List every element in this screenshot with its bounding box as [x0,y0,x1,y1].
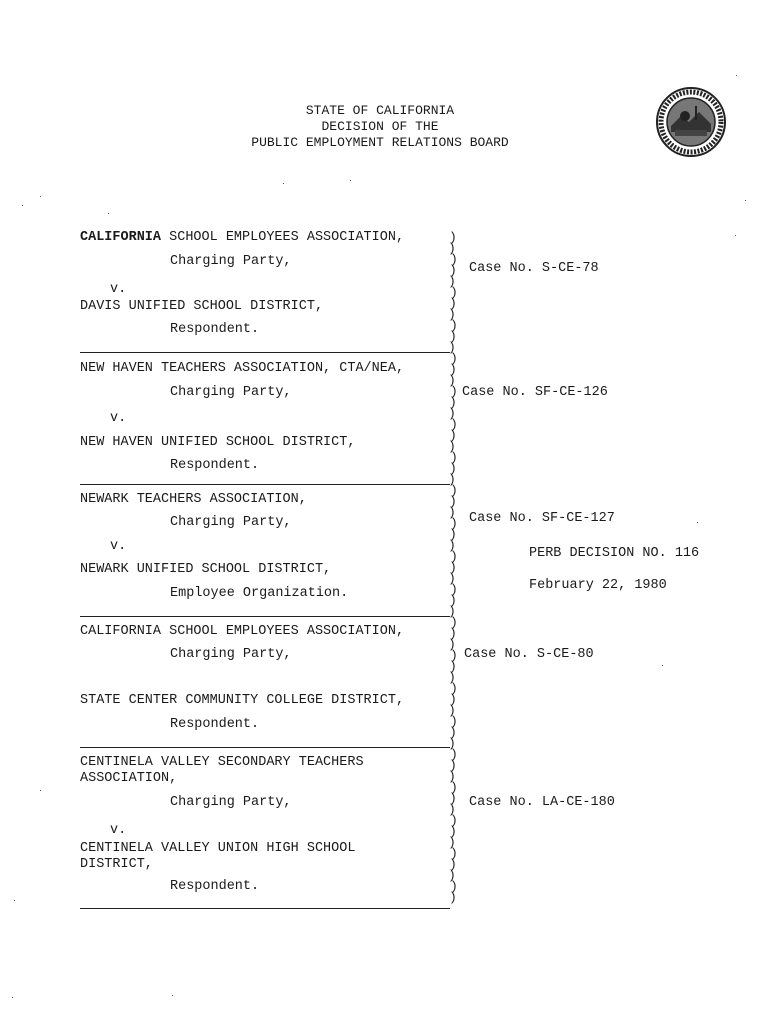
bracket-mark: ) [449,593,457,608]
bracket-mark: ) [449,791,457,806]
bracket-mark: ) [450,747,458,762]
bracket-mark: ) [449,692,457,707]
case3-case-number: Case No. SF-CE-127 [469,511,615,526]
scan-speck [283,183,284,184]
scan-speck [745,200,746,201]
scan-speck [40,790,41,791]
bracket-mark: ) [448,274,456,289]
case1-role2: Respondent. [170,322,260,337]
case1-divider [80,352,450,353]
bracket-mark: ) [450,879,458,894]
header-board: PUBLIC EMPLOYMENT RELATIONS BOARD [251,135,509,150]
bracket-mark: ) [449,461,457,476]
bracket-mark: ) [448,307,456,322]
bracket-mark: ) [450,252,458,267]
bracket-mark: ) [450,450,458,465]
bracket-mark: ) [448,340,456,355]
case2-role1: Charging Party, [170,385,292,400]
scan-speck [662,665,663,666]
bracket-mark: ) [449,527,457,542]
decision-date: February 22, 1980 [529,578,667,593]
bracket-mark: ) [449,296,457,311]
case3-party1: NEWARK TEACHERS ASSOCIATION, [80,492,307,507]
bracket-mark: ) [449,263,457,278]
bracket-mark: ) [448,505,456,520]
bracket-mark: ) [449,626,457,641]
scan-speck [22,205,23,206]
bracket-mark: ) [448,769,456,784]
bracket-mark: ) [448,373,456,388]
header-decision: DECISION OF THE [321,119,439,134]
bracket-mark: ) [448,835,456,850]
california-seal-icon [655,86,727,158]
bracket-mark: ) [448,637,456,652]
bracket-mark: ) [449,560,457,575]
case4-role1: Charging Party, [170,647,292,662]
bracket-mark: ) [448,736,456,751]
case5-party2-line2: DISTRICT, [80,857,153,872]
bracket-mark: ) [449,428,457,443]
bracket-mark: ) [449,758,457,773]
bracket-mark: ) [450,384,458,399]
scan-speck [12,997,13,998]
bracket-mark: ) [450,813,458,828]
bracket-mark: ) [449,857,457,872]
case3-divider [80,616,450,617]
case2-case-number: Case No. SF-CE-126 [462,385,608,400]
bracket-mark: ) [448,538,456,553]
bracket-mark: ) [448,571,456,586]
case3-versus: v. [110,539,127,554]
bracket-mark: ) [450,516,458,531]
scan-speck [40,196,41,197]
bracket-mark: ) [448,241,456,256]
case1-party1: CALIFORNIA SCHOOL EMPLOYEES ASSOCIATION, [80,230,405,245]
case5-party2-line1: CENTINELA VALLEY UNION HIGH SCHOOL [80,841,356,856]
bracket-mark: ) [448,703,456,718]
case5-party1-line2: ASSOCIATION, [80,771,178,786]
decision-number: PERB DECISION NO. 116 [529,546,700,561]
bracket-mark: ) [450,351,458,366]
case2-divider [80,484,450,485]
bracket-mark: ) [448,472,456,487]
case5-role2: Respondent. [170,879,260,894]
bracket-mark: ) [450,648,458,663]
scan-speck [350,180,351,181]
case4-party1: CALIFORNIA SCHOOL EMPLOYEES ASSOCIATION, [80,624,405,639]
bracket-mark: ) [449,494,457,509]
bracket-mark: ) [450,780,458,795]
bracket-mark: ) [448,406,456,421]
case5-role1: Charging Party, [170,795,292,810]
case4-role2: Respondent. [170,717,260,732]
case3-role2: Employee Organization. [170,586,349,601]
scan-speck [14,900,15,901]
case1-role1: Charging Party, [170,254,292,269]
case5-divider [80,908,450,909]
case5-case-number: Case No. LA-CE-180 [469,795,615,810]
case2-party2: NEW HAVEN UNIFIED SCHOOL DISTRICT, [80,435,356,450]
bracket-mark: ) [449,395,457,410]
case1-versus: v. [110,282,127,297]
bracket-mark: ) [448,604,456,619]
header-state: STATE OF CALIFORNIA [305,103,455,118]
case3-role1: Charging Party, [170,515,292,530]
bracket-mark: ) [450,714,458,729]
case4-party2: STATE CENTER COMMUNITY COLLEGE DISTRICT, [80,693,405,708]
bracket-mark: ) [449,230,457,245]
bracket-mark: ) [448,802,456,817]
bracket-mark: ) [448,439,456,454]
bracket-mark: ) [450,582,458,597]
bracket-mark: ) [449,362,457,377]
case1-case-number: Case No. S-CE-78 [469,261,599,276]
case4-case-number: Case No. S-CE-80 [464,647,594,662]
scan-speck [735,235,736,236]
bracket-mark: ) [450,318,458,333]
case3-party2: NEWARK UNIFIED SCHOOL DISTRICT, [80,562,332,577]
bracket-mark: ) [448,670,456,685]
scan-speck [736,75,737,76]
bracket-mark: ) [450,846,458,861]
bracket-mark: ) [450,417,458,432]
case1-party2: DAVIS UNIFIED SCHOOL DISTRICT, [80,299,324,314]
case2-party1: NEW HAVEN TEACHERS ASSOCIATION, CTA/NEA, [80,361,405,376]
case5-party1-line1: CENTINELA VALLEY SECONDARY TEACHERS [80,755,364,770]
case2-versus: v. [110,411,127,426]
bracket-mark: ) [450,681,458,696]
bracket-mark: ) [448,868,456,883]
scan-speck [172,995,173,996]
bracket-mark: ) [449,725,457,740]
bracket-mark: ) [449,329,457,344]
case5-versus: v. [110,823,127,838]
case4-divider [80,747,450,748]
scan-speck [697,522,698,523]
bracket-mark: ) [450,615,458,630]
case2-role2: Respondent. [170,458,260,473]
bracket-mark: ) [450,483,458,498]
bracket-mark: ) [449,824,457,839]
bracket-mark: ) [450,549,458,564]
scan-speck [108,213,109,214]
bracket-mark: ) [449,890,457,905]
bracket-mark: ) [450,285,458,300]
bracket-mark: ) [449,659,457,674]
